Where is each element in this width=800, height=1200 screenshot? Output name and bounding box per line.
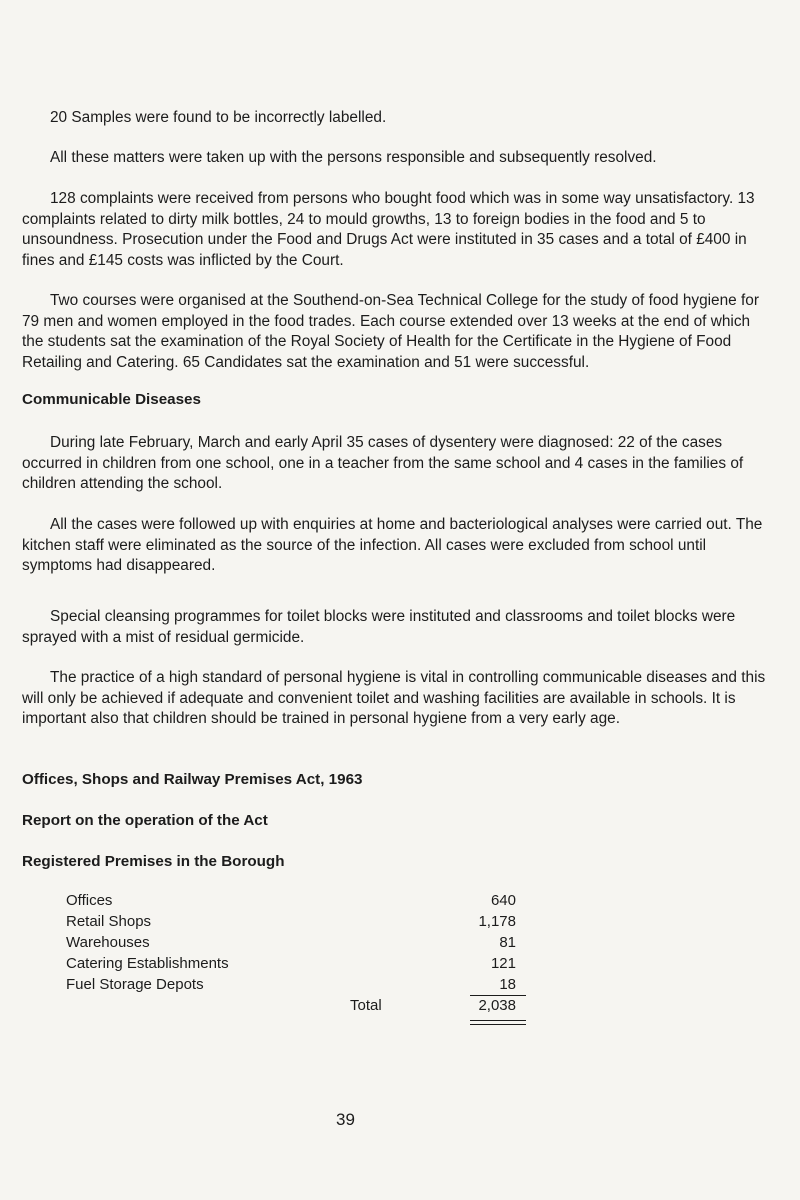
- table-row: [66, 913, 516, 935]
- premises-value: 18: [499, 976, 516, 993]
- subtotal-rule: [470, 995, 526, 996]
- table-row: [66, 892, 516, 914]
- premises-label: Offices: [66, 892, 113, 909]
- heading-registered-premises: Registered Premises in the Borough: [22, 853, 285, 870]
- premises-label: Fuel Storage Depots: [66, 976, 204, 993]
- total-double-rule-top: [470, 1020, 526, 1021]
- paragraph-personal-hygiene: The practice of a high standard of personal hygiene is vital in controlling communicable diseases and this will only be achieved if adequate and convenient toilet and washing facilities are available in schools. It is important also that children should be trained in personal hygiene from a very early age.: [22, 669, 766, 727]
- table-row: [66, 955, 516, 977]
- premises-label: Warehouses: [66, 934, 150, 951]
- paragraph-follow-up: All the cases were followed up with enquiries at home and bacteriological analyses were carried out. The kitchen staff were eliminated as the source of the infection. All cases were excluded from school until symptoms had disappeared.: [22, 516, 763, 574]
- table-row: [66, 976, 516, 998]
- paragraph-samples: 20 Samples were found to be incorrectly labelled.: [50, 109, 387, 126]
- premises-value: 121: [490, 955, 516, 972]
- heading-offices-shops-act: Offices, Shops and Railway Premises Act, 1963: [22, 771, 363, 788]
- premises-label: Catering Establishments: [66, 955, 229, 972]
- premises-value: 81: [499, 934, 516, 951]
- paragraph-complaints: 128 complaints were received from persons who bought food which was in some way unsatisfactory. 13 complaints related to dirty milk bottles, 24 to mould growths, 13 to foreign bodies in the food and 5 to unsoundness. Prosecution under the Food and Drugs Act were instituted in 35 cases and a total of £400 in fines and £145 costs was inflicted by the Court.: [22, 190, 755, 269]
- total-label: Total: [350, 997, 382, 1014]
- paragraph-hygiene-courses: Two courses were organised at the Southend-on-Sea Technical College for the study of food hygiene for 79 men and women employed in the food trades. Each course extended over 13 weeks at the end of which the students sat the examination of the Royal Society of Health for the Certificate in the Hygiene of Food Retailing and Catering. 65 Candidates sat the examination and 51 were successful.: [22, 292, 759, 371]
- paragraph-cleansing: Special cleansing programmes for toilet blocks were instituted and classrooms and toilet blocks were sprayed with a mist of residual germicide.: [22, 608, 736, 646]
- premises-value: 1,178: [478, 913, 516, 930]
- heading-communicable-diseases: Communicable Diseases: [22, 391, 201, 408]
- premises-label: Retail Shops: [66, 913, 152, 930]
- page-number: 39: [336, 1110, 355, 1129]
- premises-value: 640: [490, 892, 516, 909]
- total-double-rule-bottom: [470, 1024, 526, 1025]
- paragraph-matters-resolved: All these matters were taken up with the persons responsible and subsequently resolved.: [50, 149, 657, 166]
- table-row: [66, 934, 516, 956]
- heading-report-operation: Report on the operation of the Act: [22, 812, 268, 829]
- paragraph-dysentery: During late February, March and early April 35 cases of dysentery were diagnosed: 22 of the cases occurred in children from one school, one in a teacher from the same school and 4 cases in the families of children attending the school.: [22, 434, 744, 492]
- total-value: 2,038: [478, 997, 516, 1014]
